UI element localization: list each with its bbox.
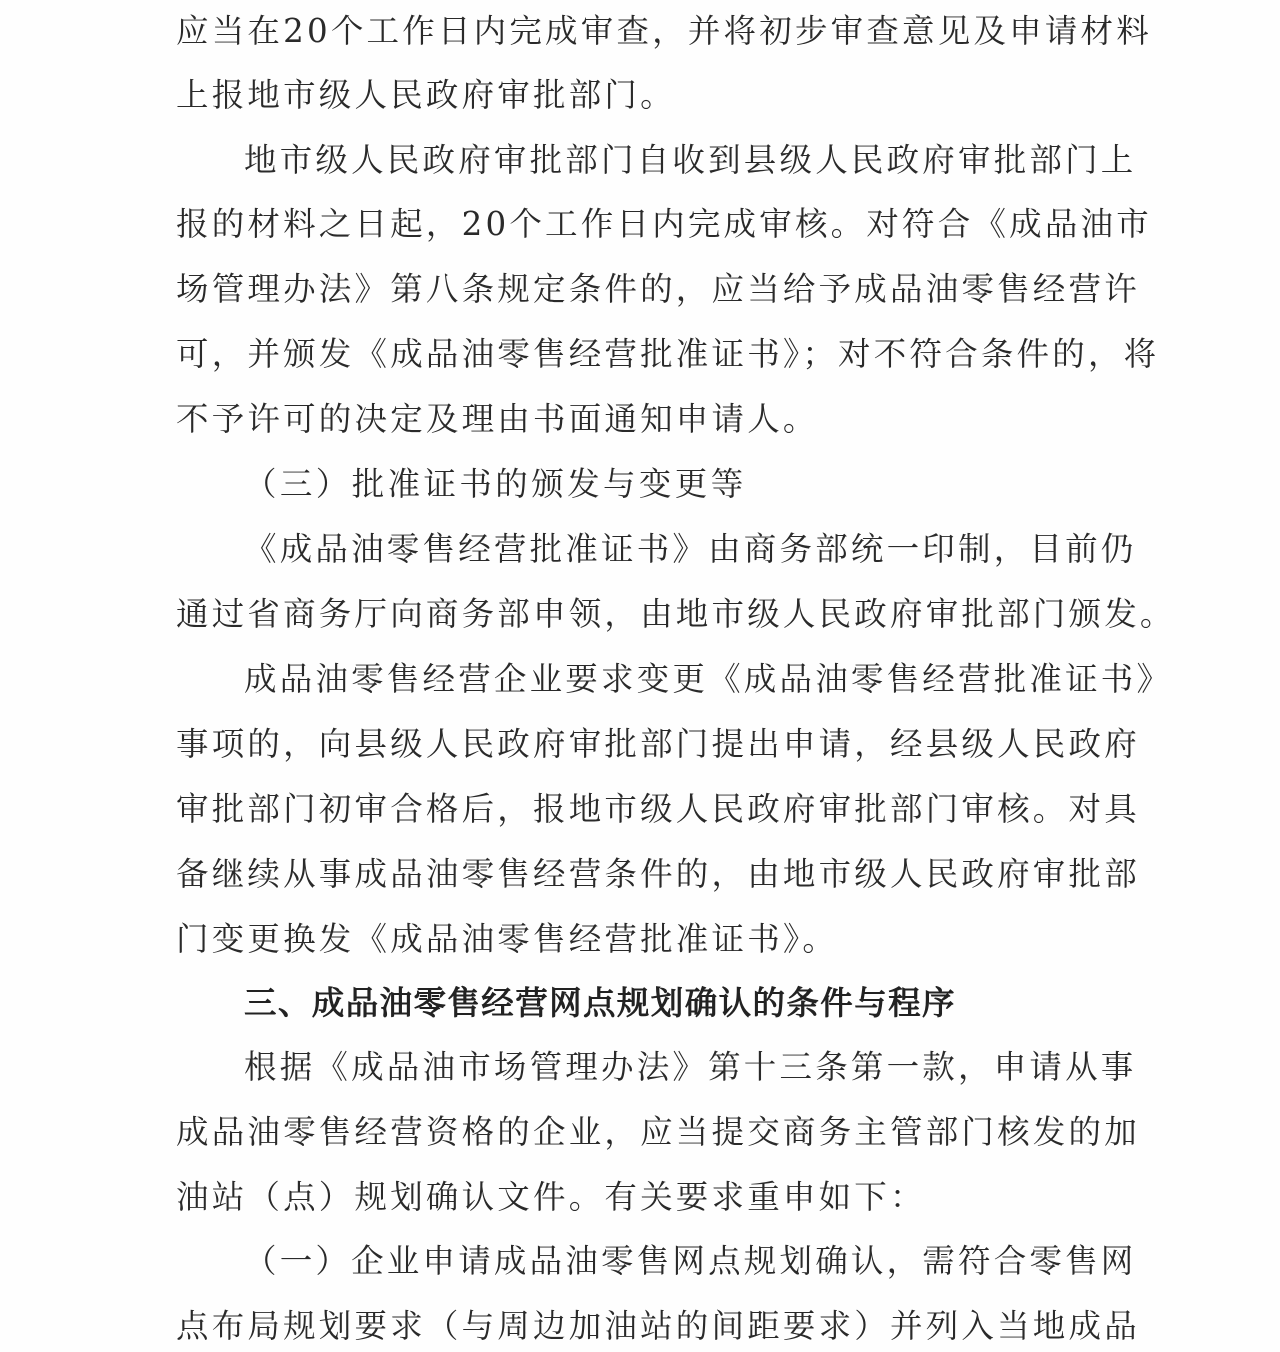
paragraph-line-10: 通过省商务厅向商务部申领，由地市级人民政府审批部门颁发。 — [176, 595, 1176, 633]
paragraph-line-11: 成品油零售经营企业要求变更《成品油零售经营批准证书》 — [244, 660, 1173, 698]
paragraph-line-5: 场管理办法》第八条规定条件的，应当给予成品油零售经营许 — [176, 270, 1140, 308]
paragraph-line-6: 可，并颁发《成品油零售经营批准证书》；对不符合条件的，将 — [176, 335, 1160, 373]
paragraph-line-14: 备继续从事成品油零售经营条件的，由地市级人民政府审批部 — [176, 855, 1140, 893]
paragraph-line-2: 上报地市级人民政府审批部门。 — [176, 76, 676, 114]
paragraph-line-13: 审批部门初审合格后，报地市级人民政府审批部门审核。对具 — [176, 790, 1140, 828]
paragraph-line-20: （一）企业申请成品油零售网点规划确认，需符合零售网 — [244, 1242, 1137, 1280]
paragraph-line-7: 不予许可的决定及理由书面通知申请人。 — [176, 400, 819, 438]
paragraph-line-18: 成品油零售经营资格的企业，应当提交商务主管部门核发的加 — [176, 1113, 1140, 1151]
subsection-heading-3: （三）批准证书的颁发与变更等 — [244, 465, 747, 503]
section-heading-3: 三、成品油零售经营网点规划确认的条件与程序 — [244, 984, 956, 1022]
paragraph-line-21: 点布局规划要求（与周边加油站的间距要求）并列入当地成品 — [176, 1307, 1140, 1345]
paragraph-line-19: 油站（点）规划确认文件。有关要求重申如下： — [176, 1178, 926, 1216]
paragraph-line-3: 地市级人民政府审批部门自收到县级人民政府审批部门上 — [244, 141, 1137, 179]
paragraph-line-12: 事项的，向县级人民政府审批部门提出申请，经县级人民政府 — [176, 725, 1140, 763]
paragraph-line-9: 《成品油零售经营批准证书》由商务部统一印制，目前仍 — [244, 530, 1137, 568]
paragraph-line-4: 报的材料之日起，20个工作日内完成审核。对符合《成品油市 — [176, 205, 1152, 243]
paragraph-line-1: 应当在20个工作日内完成审查，并将初步审查意见及申请材料 — [176, 12, 1152, 50]
paragraph-line-17: 根据《成品油市场管理办法》第十三条第一款，申请从事 — [244, 1048, 1137, 1086]
paragraph-line-15: 门变更换发《成品油零售经营批准证书》。 — [176, 920, 839, 958]
